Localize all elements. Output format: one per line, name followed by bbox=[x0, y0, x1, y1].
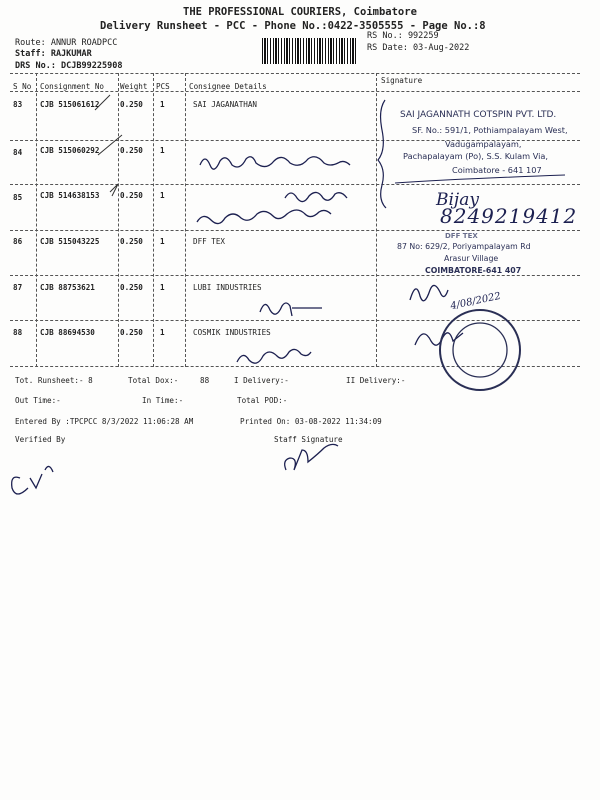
entered-by: Entered By :TPCPCC 8/3/2022 11:06:28 AM bbox=[15, 417, 194, 426]
handwritten-phone: 8249219412 bbox=[440, 204, 578, 228]
rs-number: RS No.: 992259 bbox=[367, 31, 439, 41]
stamp-dff-line3: COIMBATORE-641 407 bbox=[425, 266, 522, 275]
row-consignee: DFF TEX bbox=[193, 237, 226, 246]
drs-label: DRS No.: DCJB99225908 bbox=[15, 61, 123, 71]
row-consignment: CJB 514638153 bbox=[40, 191, 100, 200]
row-weight: 0.250 bbox=[120, 100, 143, 109]
row-weight: 0.250 bbox=[120, 146, 143, 155]
rs-date: RS Date: 03-Aug-2022 bbox=[367, 43, 470, 53]
col-header-consignment: Consignment No bbox=[40, 82, 105, 91]
ii-delivery: II Delivery:- bbox=[346, 376, 406, 385]
row-consignee: COSMIK INDUSTRIES bbox=[193, 328, 271, 337]
stamp-dff-line2: Arasur Village bbox=[444, 254, 499, 263]
row-sno: 86 bbox=[13, 237, 23, 246]
row-sno: 85 bbox=[13, 193, 23, 202]
col-header-signature: Signature bbox=[381, 76, 423, 85]
col-header-sno: S No bbox=[13, 82, 32, 91]
i-delivery: I Delivery:- bbox=[234, 376, 289, 385]
col-header-pcs: PCS bbox=[156, 82, 170, 91]
row-pcs: 1 bbox=[160, 191, 165, 200]
row-sno: 88 bbox=[13, 328, 23, 337]
staff-signature: Staff Signature bbox=[274, 435, 343, 444]
handwritten-name: Bijay bbox=[436, 190, 479, 210]
row-weight: 0.250 bbox=[120, 283, 143, 292]
total-pod: Total POD:- bbox=[237, 396, 288, 405]
row-pcs: 1 bbox=[160, 100, 165, 109]
row-pcs: 1 bbox=[160, 237, 165, 246]
out-time: Out Time:- bbox=[15, 396, 61, 405]
row-sno: 84 bbox=[13, 148, 23, 157]
row-sno: 83 bbox=[13, 100, 23, 109]
route-label: Route: ANNUR ROADPCC bbox=[15, 38, 118, 48]
stamp-dff-line1: 87 No: 629/2, Poriyampalayam Rd bbox=[397, 242, 531, 251]
row-consignment: CJB 88753621 bbox=[40, 283, 95, 292]
staff-label: Staff: RAJKUMAR bbox=[15, 49, 92, 59]
row-consignee: SAI JAGANATHAN bbox=[193, 100, 258, 109]
company-title: THE PROFESSIONAL COURIERS, Coimbatore bbox=[183, 6, 417, 18]
row-weight: 0.250 bbox=[120, 328, 143, 337]
stamp-sai-line1: SF. No.: 591/1, Pothiampalayam West, bbox=[412, 125, 568, 135]
row-consignment: CJB 88694530 bbox=[40, 328, 95, 337]
stamp-sai-line2: Vadugampalayam, bbox=[445, 139, 522, 149]
verified-by: Verified By bbox=[15, 435, 66, 444]
row-consignment: CJB 515061612 bbox=[40, 100, 100, 109]
runsheet-subtitle: Delivery Runsheet - PCC - Phone No.:0422-3505555 - Page No.:8 bbox=[100, 20, 486, 32]
handwritten-date: 4/08/2022 bbox=[449, 290, 502, 313]
stamp-sai-line4: Coimbatore - 641 107 bbox=[452, 165, 542, 175]
tot-runsheet: Tot. Runsheet:- 8 bbox=[15, 376, 93, 385]
stamp-sai-line3: Pachapalayam (Po), S.S. Kulam Via, bbox=[403, 151, 549, 161]
col-header-consignee: Consignee Details bbox=[189, 82, 267, 91]
total-dox-label: Total Dox:- bbox=[128, 376, 179, 385]
row-weight: 0.250 bbox=[120, 237, 143, 246]
row-pcs: 1 bbox=[160, 328, 165, 337]
row-consignment: CJB 515060292 bbox=[40, 146, 100, 155]
in-time: In Time:- bbox=[142, 396, 184, 405]
row-consignment: CJB 515043225 bbox=[40, 237, 100, 246]
row-pcs: 1 bbox=[160, 283, 165, 292]
printed-on: Printed On: 03-08-2022 11:34:09 bbox=[240, 417, 382, 426]
total-dox-value: 88 bbox=[200, 376, 210, 385]
row-consignee: LUBI INDUSTRIES bbox=[193, 283, 262, 292]
stamp-dff-name: DFF TEX bbox=[445, 232, 478, 240]
col-header-weight: Weight bbox=[120, 82, 148, 91]
row-weight: 0.250 bbox=[120, 191, 143, 200]
row-pcs: 1 bbox=[160, 146, 165, 155]
stamp-sai-name: SAI JAGANNATH COTSPIN PVT. LTD. bbox=[400, 110, 557, 120]
row-sno: 87 bbox=[13, 283, 23, 292]
